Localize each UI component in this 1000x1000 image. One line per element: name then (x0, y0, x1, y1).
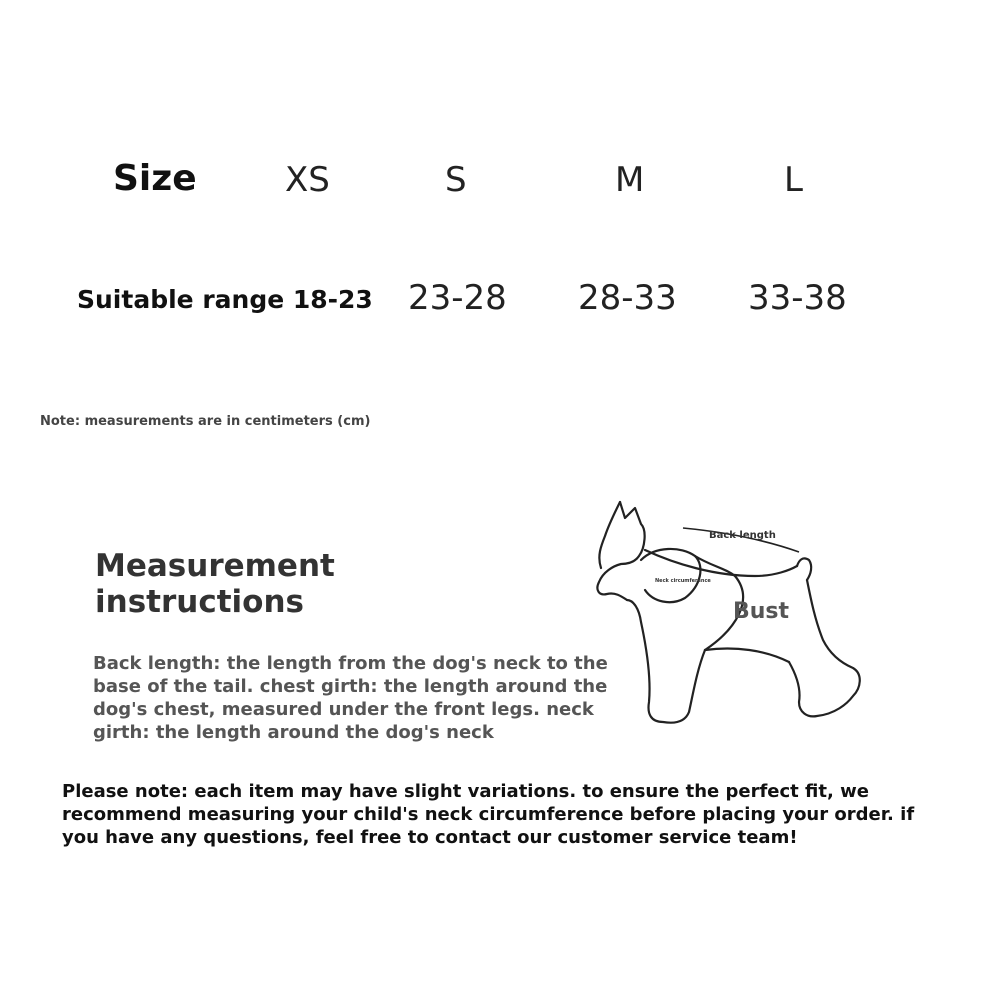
size-heading: Size (113, 158, 197, 199)
size-l: L (784, 160, 803, 200)
range-label: Suitable range 18-23 (77, 285, 373, 314)
please-note: Please note: each item may have slight variations. to ensure the perfect fit, we recommend measuring your child's neck circumference before placing your order. if you have any questions, feel free to contact our customer service team! (62, 781, 915, 848)
size-m: M (615, 160, 645, 200)
instructions-body: Back length: the length from the dog's neck to the base of the tail. chest girth: the length around the dog's chest, measured under the front legs. neck girth: the length around the dog's neck (93, 653, 608, 743)
units-note: Note: measurements are in centimeters (cm) (40, 414, 371, 429)
bust-label: Bust (733, 599, 790, 624)
neck-circumference-label: Neck circumference (655, 578, 711, 584)
size-s: S (445, 160, 467, 200)
back-length-label: Back length (709, 530, 776, 541)
range-s: 23-28 (408, 278, 507, 318)
instructions-title: Measurement instructions (95, 548, 335, 620)
dog-diagram (585, 490, 875, 730)
range-m: 28-33 (578, 278, 677, 318)
size-xs: XS (285, 160, 330, 200)
range-l: 33-38 (748, 278, 847, 318)
